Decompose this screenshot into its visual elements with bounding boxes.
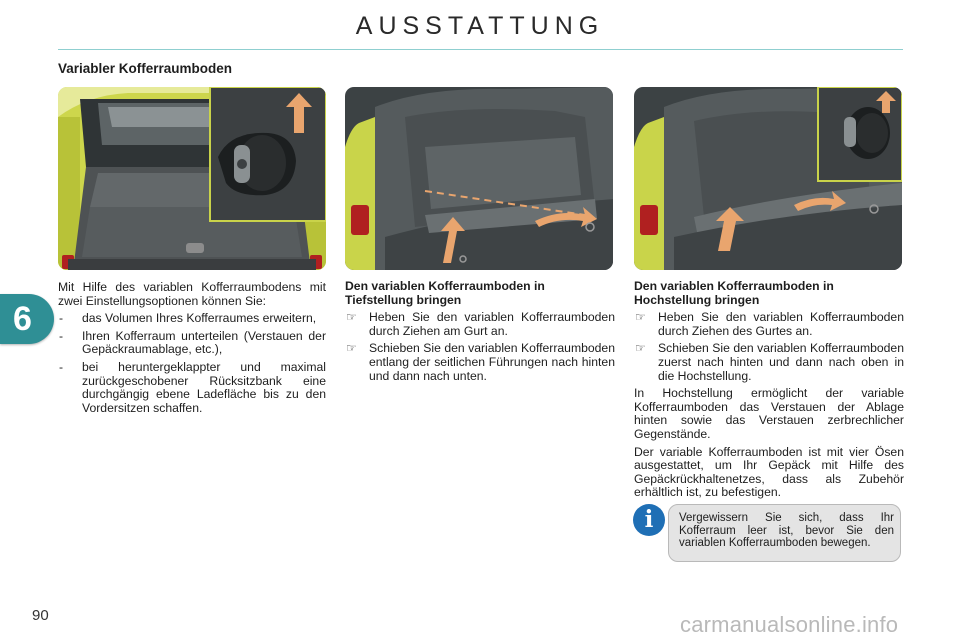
list-item-text: Ihren Kofferraum unterteilen (Verstauen der Gepäckraumablage, etc.), — [82, 328, 326, 357]
body-paragraph: In Hochstellung ermöglicht der variable Kofferraumboden das Verstauen der Ablage hinten sowie das Verstauen zerbrechlicher Gegenstände. — [634, 386, 904, 441]
page-number: 90 — [32, 607, 49, 624]
list-item — [634, 311, 904, 338]
info-note — [668, 504, 901, 562]
list-marker: - — [59, 311, 64, 326]
list-item-text: bei heruntergeklappter und maximal zurückgeschobener Rücksitzbank eine durchgängig ebene Ladefläche bis zu den Vordersitzen schaffen. — [82, 359, 326, 415]
header-divider — [58, 49, 903, 50]
hand-pointer-icon: ☞ — [346, 310, 357, 325]
intro-text: Mit Hilfe des variablen Kofferraumbodens mit zwei Einstellungsoptionen können Sie: — [58, 280, 326, 308]
info-icon: i — [633, 504, 665, 536]
body-paragraph: Der variable Kofferraumboden ist mit vier Ösen ausgestattet, um Ihr Gepäck mit Hilfe des Gepäckrückhaltenetzes, dass als Zubehör erhältlich ist, zu befestigen. — [634, 444, 904, 500]
lower-position-heading: Den variablen Kofferraumboden in Tiefstellung bringen — [345, 279, 545, 307]
hand-pointer-icon: ☞ — [635, 341, 646, 356]
page-header-title: AUSSTATTUNG — [355, 12, 605, 40]
list-item-text: Heben Sie den variablen Kofferraumboden durch Ziehen am Gurt an. — [369, 310, 615, 338]
intro-column — [58, 281, 326, 415]
upper-position-heading: Den variablen Kofferraumboden in Hochstellung bringen — [634, 279, 834, 307]
list-item-text: Schieben Sie den variablen Kofferraumboden entlang der seitlichen Führungen nach hinten und dann nach unten. — [369, 341, 615, 383]
list-item — [58, 361, 326, 415]
list-item — [58, 330, 326, 357]
list-item-text: Heben Sie den variablen Kofferraumboden durch Ziehen des Gurtes an. — [658, 310, 904, 338]
info-note-text: Vergewissern Sie sich, dass Ihr Kofferraum leer ist, bevor Sie den variablen Kofferraumboden bewegen. — [679, 512, 894, 550]
list-item-text: das Volumen Ihres Kofferraumes erweitern, — [82, 311, 317, 326]
list-item — [58, 312, 326, 326]
hand-pointer-icon: ☞ — [635, 310, 646, 325]
list-item — [345, 311, 615, 338]
lower-position-column — [345, 280, 615, 383]
list-item — [634, 342, 904, 383]
chapter-tab[interactable] — [0, 294, 54, 344]
list-marker: - — [59, 328, 64, 343]
upper-position-photo — [634, 87, 902, 270]
watermark: carmanualsonline.info — [680, 612, 899, 637]
list-item-text: Schieben Sie den variablen Kofferraumboden zuerst nach hinten und dann nach oben in die Hochstellung. — [658, 341, 904, 383]
upper-position-column — [634, 280, 904, 500]
list-marker: - — [59, 359, 64, 374]
lower-position-photo — [345, 87, 613, 270]
list-item — [345, 342, 615, 383]
section-title: Variabler Kofferraumboden — [58, 61, 233, 76]
hand-pointer-icon: ☞ — [346, 341, 357, 356]
chapter-number: 6 — [13, 300, 32, 338]
trunk-overview-photo — [58, 87, 326, 270]
